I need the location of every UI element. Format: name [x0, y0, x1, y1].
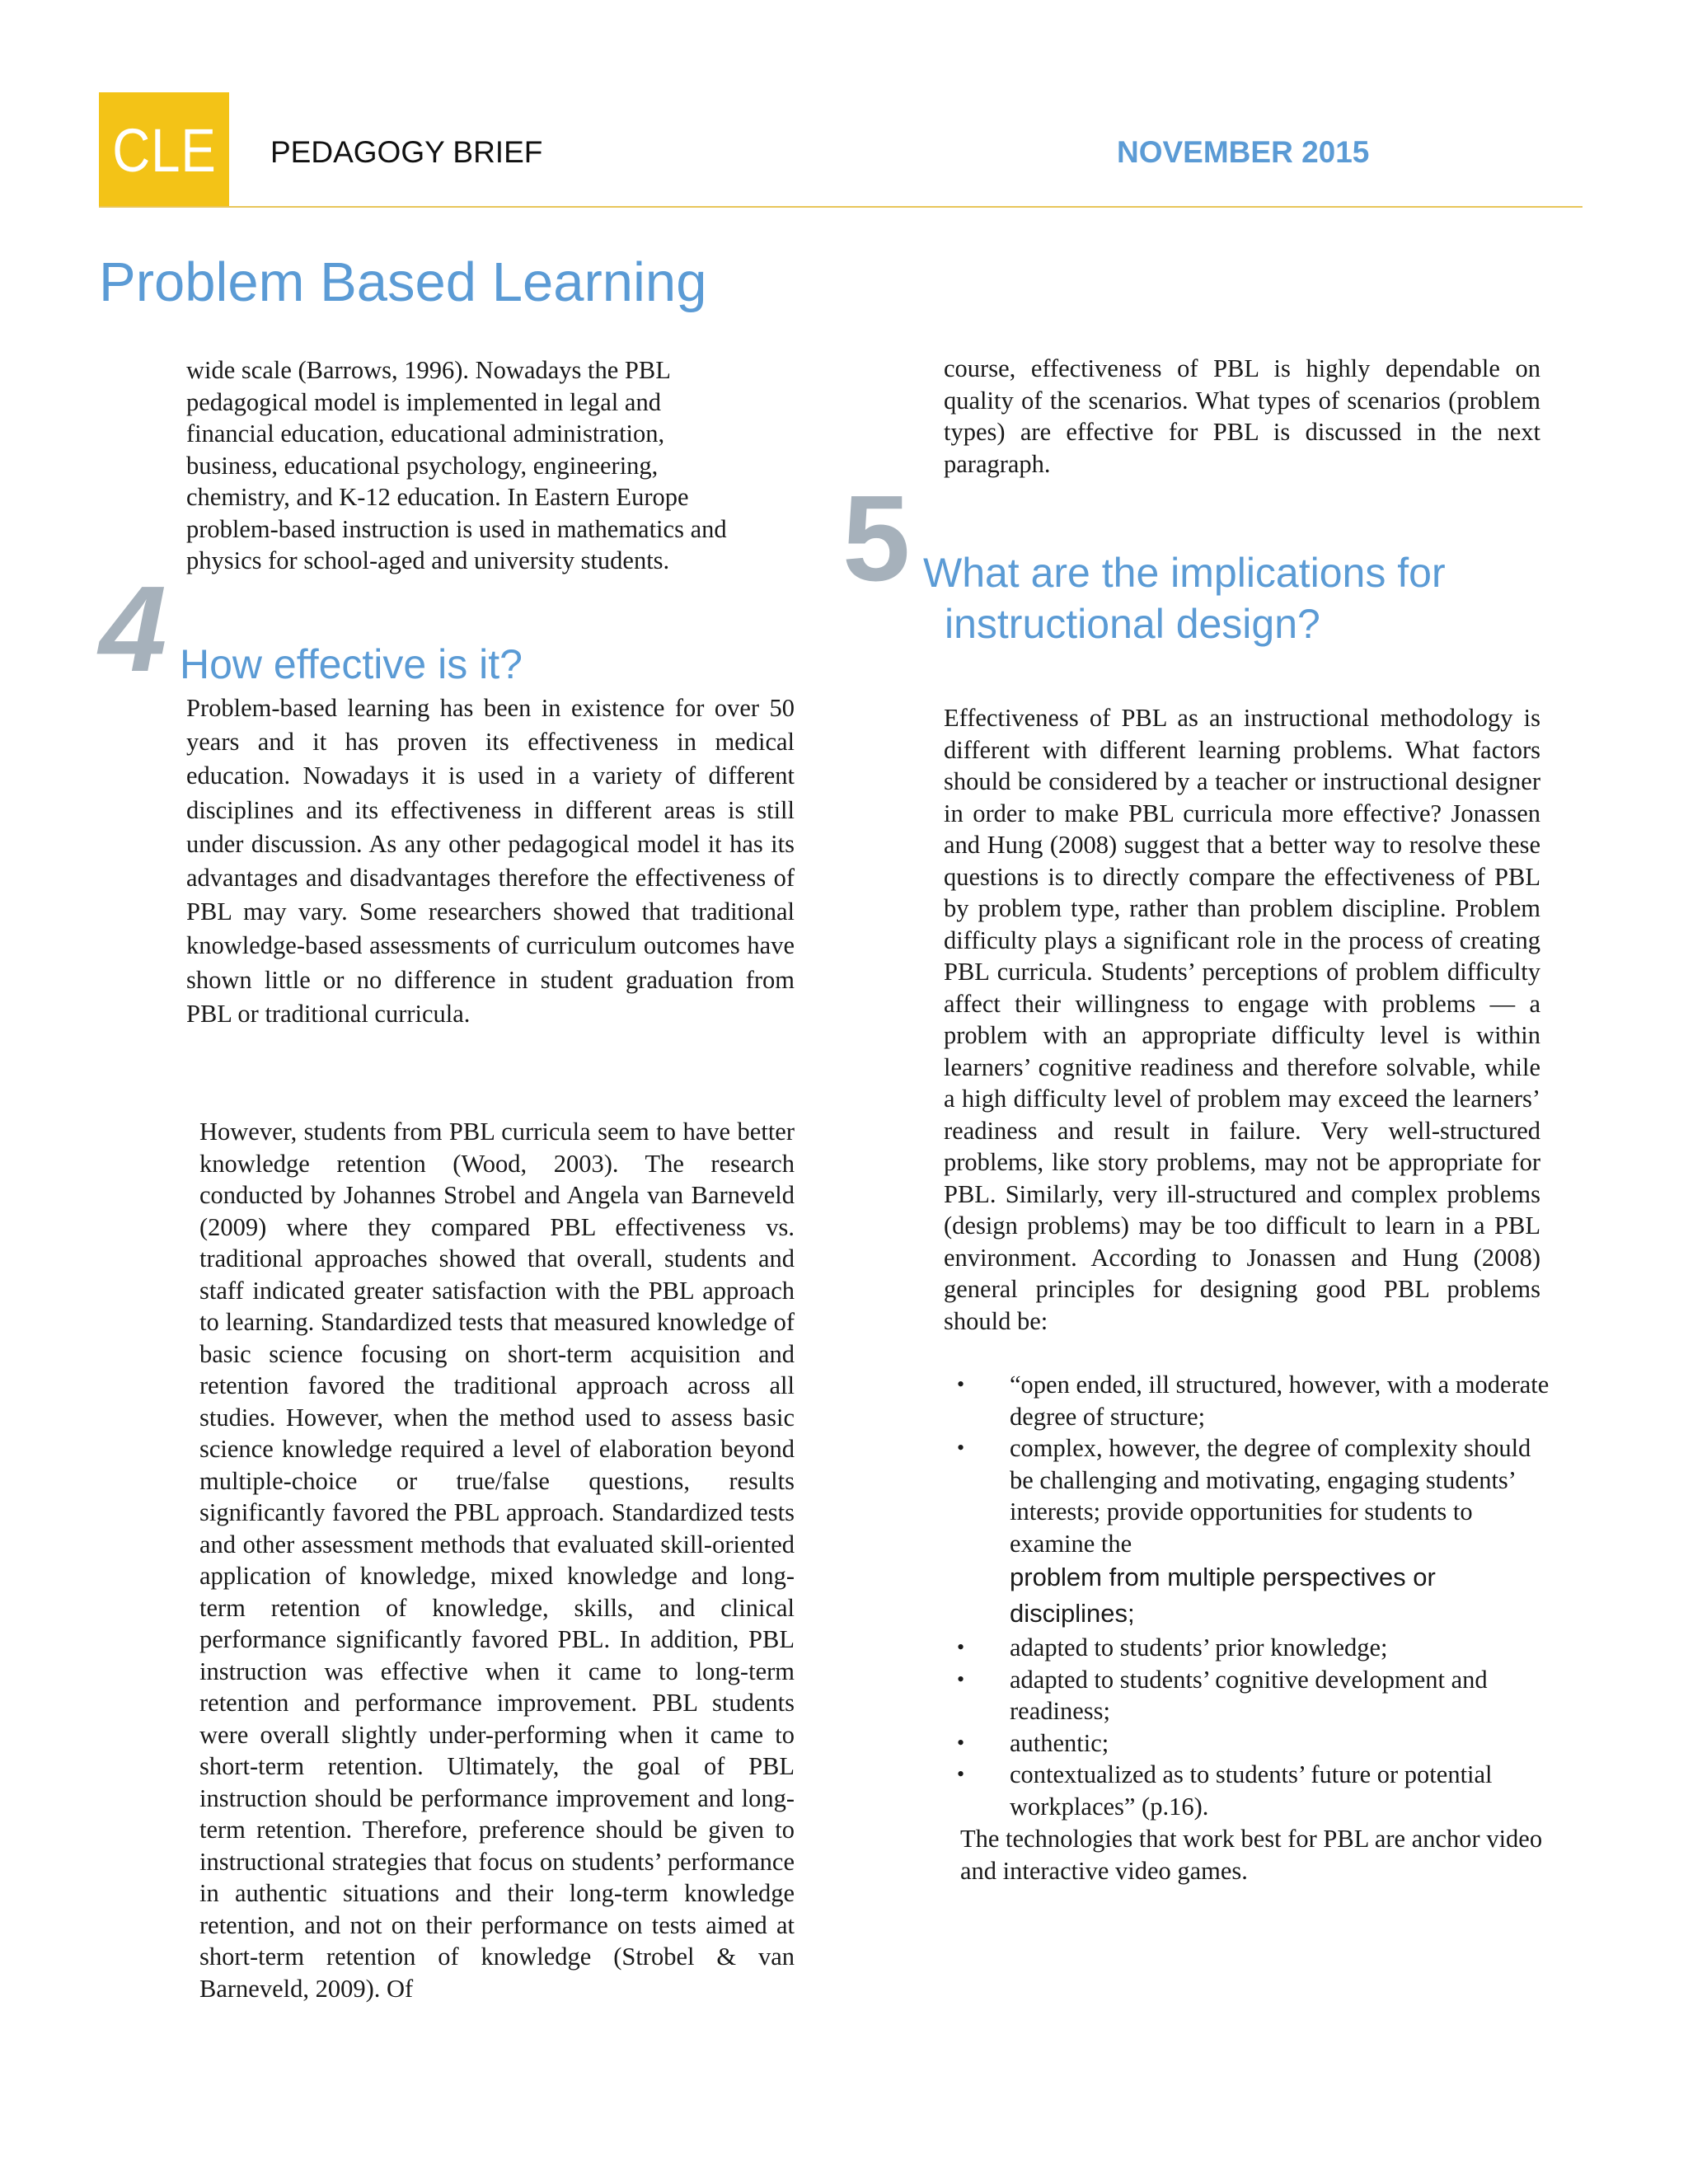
list-item-tail: problem from multiple perspectives or disciplines;: [1010, 1563, 1436, 1628]
bullet-icon: •: [957, 1666, 965, 1691]
technologies-paragraph: The technologies that work best for PBL are anchor video and interactive video games.: [960, 1825, 1543, 1885]
principles-list: [944, 1369, 1554, 1822]
bullet-icon: •: [957, 1730, 965, 1755]
intro-paragraph: wide scale (Barrows, 1996). Nowadays the PBL pedagogical model is implemented in legal and financial education, educational administration, business, educational psychology, engineering, chemistry, and K-12 education. In Eastern Europe problem-based instruction is used in mathematics and physics for school-aged and university students.: [186, 356, 727, 574]
cle-logo: [99, 92, 229, 208]
list-item: • authentic;: [944, 1727, 1554, 1760]
list-item: • contextualized as to students’ future or potential workplaces” (p.16).: [957, 1760, 1493, 1821]
section-5-heading-line2: instructional design?: [945, 601, 1320, 647]
bullet-icon: •: [957, 1436, 965, 1460]
section-4-heading: How effective is it?: [180, 641, 523, 687]
design-paragraph: Effectiveness of PBL as an instructional methodology is different with different learning problems. What factors should be considered by a teacher or instructional designer in order to make PBL curricula more effective? Jonassen and Hung (2008) suggest that a better way to resolve these questions is to directly compare the effectiveness of PBL by problem type, rather than problem discipline. Problem difficulty plays a significant role in the process of creating PBL curricula. Students’ perceptions of problem difficulty affect their willingness to engage with problems — a problem with an appropriate difficulty level is within learners’ cognitive readiness and therefore solvable, while a high difficulty level of problem may exceed the learners’ readiness and result in failure. Very well-structured problems, like story problems, may not be appropriate for PBL. Similarly, very ill-structured and complex problems (design problems) may be too difficult to learn in a PBL environment. According to Jonassen and Hung (2008) general principles for designing good PBL problems should be:: [944, 704, 1540, 1335]
section-4-number: 4: [99, 561, 167, 697]
list-item: • adapted to students’ cognitive development and readiness;: [957, 1665, 1488, 1725]
brief-label: PEDAGOGY BRIEF: [270, 135, 543, 169]
list-item: • adapted to students’ prior knowledge;: [944, 1632, 1554, 1664]
scenarios-paragraph: course, effectiveness of PBL is highly dependable on quality of the scenarios. What types of scenarios (problem types) are effective for PBL is discussed in the next paragraph.: [944, 354, 1540, 478]
list-item: • “open ended, ill structured, however, with a moderate degree of structure;: [957, 1371, 1550, 1431]
section-5-heading-line1: What are the implications for: [923, 550, 1446, 596]
page-title: Problem Based Learning: [99, 251, 707, 313]
effectiveness-paragraph: Problem-based learning has been in existence for over 50 years and it has proven its effectiveness in medical education. Nowadays it is used in a variety of different disciplines and its effectiveness in different areas is still under discussion. As any other pedagogical model it has its advantages and disadvantages therefore the effectiveness of PBL may vary. Some researchers showed that traditional knowledge-based assessments of curriculum outcomes have shown little or no difference in student graduation from PBL or traditional curricula.: [186, 694, 795, 1028]
bullet-icon: •: [957, 1635, 965, 1659]
list-item: • complex, however, the degree of complexity should be challenging and motivating, engaging students’ interests; provide opportunities for students to examine the problem from multiple perspectives or disciplines;: [944, 1432, 1554, 1632]
issue-date: NOVEMBER 2015: [1117, 135, 1370, 169]
bullet-icon: •: [957, 1762, 965, 1786]
logo-text: CLE: [111, 115, 217, 185]
section-5-heading: [923, 547, 1446, 649]
header-divider: [99, 206, 1582, 208]
section-5-number: 5: [842, 471, 911, 607]
bullet-icon: •: [957, 1372, 965, 1396]
retention-paragraph: However, students from PBL curricula seem to have better knowledge retention (Wood, 2003). The research conducted by Johannes Strobel and Angela van Barneveld (2009) where they compared PBL effectiveness vs. traditional approaches showed that overall, students and staff indicated greater satisfaction with the PBL approach to learning. Standardized tests that measured knowledge of basic science focusing on short-term acquisition and retention favored the traditional approach across all studies. However, when the method used to assess basic science knowledge required a level of elaboration beyond multiple-choice or true/false questions, results significantly favored the PBL approach. Standardized tests and other assessment methods that evaluated skill-oriented application of knowledge, mixed knowledge and long- term retention of knowledge, skills, and clinical performance significantly favored PBL. In addition, PBL instruction was effective when it came to long-term retention and performance improvement. PBL students were overall slightly under-performing when it came to short-term retention. Ultimately, the goal of PBL instruction should be performance improvement and long-term retention. Therefore, preference should be given to instructional strategies that focus on students’ performance in authentic situations and their long-term knowledge retention, and not on their performance on tests aimed at short-term retention of knowledge (Strobel & van Barneveld, 2009). Of: [199, 1118, 795, 2003]
